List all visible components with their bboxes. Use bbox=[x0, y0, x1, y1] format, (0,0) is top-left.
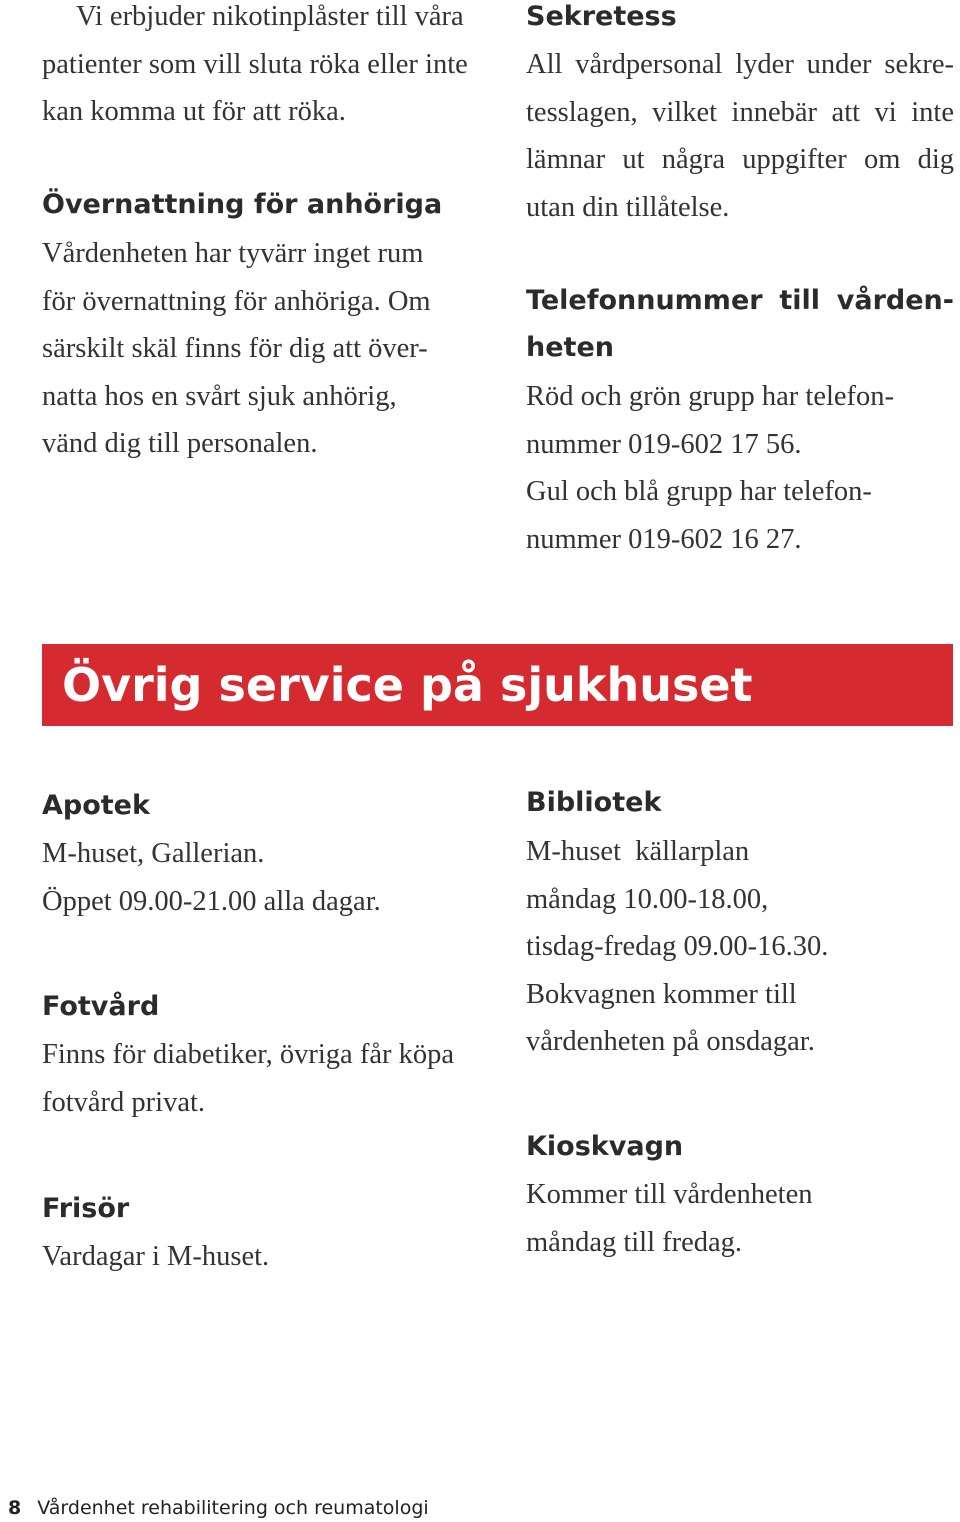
text-line: All vårdpersonal lyder under sekre- bbox=[526, 49, 954, 80]
text-line: tisdag-fredag 09.00-16.30. bbox=[526, 931, 829, 962]
section-heading-overnattning: Övernattning för anhöriga bbox=[42, 189, 443, 220]
nicotine-paragraph bbox=[42, 0, 482, 136]
text-line: vårdenheten på onsdagar. bbox=[526, 1026, 815, 1057]
footer-title: Vårdenhet rehabilitering och reumatologi bbox=[37, 1497, 429, 1519]
text-line: Vårdenheten har tyvärr inget rum bbox=[42, 238, 424, 269]
page-footer bbox=[8, 1494, 429, 1522]
overnattning-paragraph bbox=[42, 230, 482, 468]
telefon-paragraph bbox=[526, 373, 954, 563]
text-line: Finns för diabetiker, övriga får köpa bbox=[42, 1039, 454, 1070]
text-line: M-huset källarplan bbox=[526, 836, 750, 867]
heading-line: Telefonnummer till vården- bbox=[526, 285, 954, 316]
service-apotek-text bbox=[42, 830, 482, 925]
section-heading-sekretess: Sekretess bbox=[526, 1, 677, 32]
text-line: nummer 019-602 17 56. bbox=[526, 428, 802, 460]
service-heading-bibliotek: Bibliotek bbox=[526, 787, 662, 818]
service-fotvard-text bbox=[42, 1031, 482, 1126]
sekretess-paragraph bbox=[526, 41, 954, 231]
service-kioskvagn-text bbox=[526, 1171, 954, 1266]
text-line: tesslagen, vilket innebär att vi inte bbox=[526, 96, 954, 128]
text-line: Bokvagnen kommer till bbox=[526, 978, 797, 1010]
service-heading-frisor: Frisör bbox=[42, 1193, 130, 1224]
text-line: fotvård privat. bbox=[42, 1086, 206, 1118]
text-line: utan din tillåtelse. bbox=[526, 191, 730, 223]
page-number: 8 bbox=[8, 1497, 22, 1519]
banner-title: Övrig service på sjukhuset bbox=[62, 658, 753, 712]
text-line: måndag till fredag. bbox=[526, 1226, 743, 1258]
section-banner bbox=[42, 644, 953, 726]
text-line: Vardagar i M-huset. bbox=[42, 1241, 270, 1272]
service-frisor-text bbox=[42, 1233, 482, 1281]
heading-line: heten bbox=[526, 332, 614, 363]
text-line: vänd dig till personalen. bbox=[42, 428, 318, 459]
text-line: måndag 10.00-18.00, bbox=[526, 883, 769, 915]
service-heading-fotvard: Fotvård bbox=[42, 991, 160, 1022]
text-line: för övernattning för anhöriga. Om bbox=[42, 285, 431, 317]
service-bibliotek-text bbox=[526, 828, 954, 1066]
service-heading-kioskvagn: Kioskvagn bbox=[526, 1131, 684, 1162]
service-heading-apotek: Apotek bbox=[42, 790, 150, 821]
section-heading-telefon bbox=[526, 277, 954, 371]
text-line: Kommer till vårdenheten bbox=[526, 1179, 813, 1210]
text-line: Öppet 09.00-21.00 alla dagar. bbox=[42, 885, 381, 917]
text-line: natta hos en svårt sjuk anhörig, bbox=[42, 380, 397, 412]
text-line: M-huset, Gallerian. bbox=[42, 838, 265, 869]
text-line: Röd och grön grupp har telefon- bbox=[526, 381, 895, 412]
text-line: Gul och blå grupp har telefon- bbox=[526, 476, 872, 507]
text-line: patienter som vill sluta röka eller inte bbox=[42, 48, 468, 80]
text-line: lämnar ut några uppgifter om dig bbox=[526, 144, 954, 175]
text-line: Vi erbjuder nikotinplåster till våra bbox=[76, 1, 464, 32]
text-line: nummer 019-602 16 27. bbox=[526, 523, 802, 555]
text-line: särskilt skäl finns för dig att över- bbox=[42, 333, 428, 364]
text-line: kan komma ut för att röka. bbox=[42, 96, 346, 127]
